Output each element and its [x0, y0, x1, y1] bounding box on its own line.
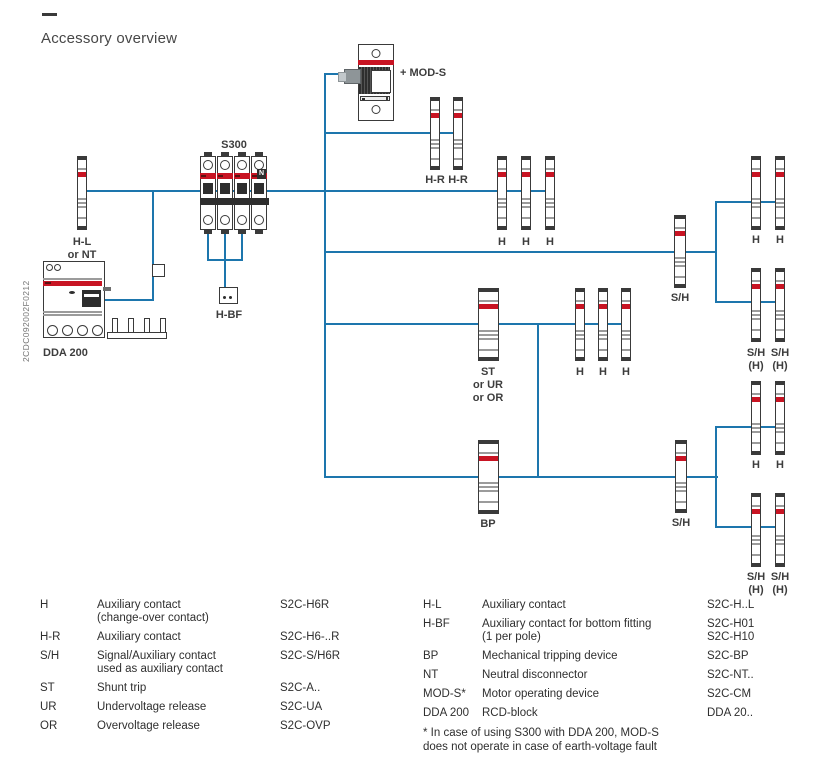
- label-h-lr-1: H: [752, 459, 760, 471]
- device-hl-nt: [77, 156, 87, 230]
- device-h-lr-2: [775, 381, 785, 455]
- device-mods: [358, 44, 394, 121]
- legend-row: [40, 682, 390, 695]
- label-shh-lr-1b: (H): [748, 584, 764, 596]
- device-h-mid-2: [598, 288, 608, 361]
- device-h-top-1: [497, 156, 507, 230]
- legend-row: [423, 650, 807, 663]
- device-h-top-2: [521, 156, 531, 230]
- label-or-or: or OR: [472, 392, 504, 404]
- label-h-lr-2: H: [776, 459, 784, 471]
- device-dda200: [43, 261, 167, 340]
- device-shh-lr-2: [775, 493, 785, 567]
- label-h-mid-2: H: [599, 366, 607, 378]
- label-shh-lr-2b: (H): [772, 584, 788, 596]
- label-h-ur-1: H: [752, 234, 760, 246]
- label-dda200: DDA 200: [43, 347, 88, 359]
- line-hbf-drop: [224, 259, 226, 287]
- legend-desc: Auxiliary contact: [97, 631, 181, 643]
- legend-term: BP: [423, 650, 439, 662]
- label-mods: + MOD-S: [400, 67, 447, 79]
- legend-term: H-L: [423, 599, 442, 611]
- label-shh-ur-1: S/H: [746, 347, 766, 359]
- label-h-ur-2: H: [776, 234, 784, 246]
- label-shh-lr-2: S/H: [770, 571, 790, 583]
- label-hr-2: H-R: [448, 174, 468, 186]
- legend-desc: Neutral disconnector: [482, 669, 588, 681]
- legend-part: S2C-OVP: [280, 720, 331, 732]
- device-shh-ur-2: [775, 268, 785, 342]
- legend-right: [423, 599, 807, 754]
- device-st-ur-or: [478, 288, 499, 361]
- legend-part: S2C-S/H6R: [280, 650, 341, 662]
- legend-footnote: * In case of using S300 with DDA 200, MOD-S does not operate in case of earth-voltage fault: [423, 727, 659, 753]
- legend-row: [423, 618, 807, 644]
- legend-desc: Shunt trip: [97, 682, 147, 694]
- line-s300-drop-3: [241, 234, 243, 261]
- label-hr-1: H-R: [425, 174, 445, 186]
- label-h-top-1: H: [498, 236, 506, 248]
- device-hr-2: [453, 97, 463, 170]
- label-bp: BP: [480, 518, 496, 530]
- line-s300-drop-2: [224, 234, 226, 261]
- label-or-nt: or NT: [67, 249, 97, 261]
- label-sh-upper: S/H: [670, 292, 690, 304]
- line-s300-drop-1: [207, 234, 209, 261]
- legend-row: [40, 720, 390, 733]
- device-hr-1: [430, 97, 440, 170]
- legend-part: S2C-H01 S2C-H10: [707, 618, 755, 643]
- legend-part: S2C-BP: [707, 650, 749, 662]
- s300-pole-3: [234, 156, 250, 230]
- legend-left: [40, 599, 390, 739]
- device-sh-lower: [675, 440, 687, 513]
- label-shh-ur-1b: (H): [748, 360, 764, 372]
- legend-part: S2C-H..L: [707, 599, 755, 611]
- label-h-top-2: H: [522, 236, 530, 248]
- label-shh-ur-2b: (H): [772, 360, 788, 372]
- legend-term: S/H: [40, 650, 60, 662]
- legend-term: OR: [40, 720, 58, 732]
- device-shh-ur-1: [751, 268, 761, 342]
- s300-pole-n: [251, 156, 267, 230]
- legend-term: UR: [40, 701, 57, 713]
- page-title: Accessory overview: [41, 30, 178, 47]
- legend-desc: Signal/Auxiliary contact used as auxiliary contact: [97, 650, 223, 675]
- legend-desc: RCD-block: [482, 707, 538, 719]
- legend-part: S2C-H6-..R: [280, 631, 340, 643]
- label-hbf: H-BF: [215, 309, 243, 321]
- legend-row: [423, 707, 807, 720]
- label-shh-ur-2: S/H: [770, 347, 790, 359]
- legend-term: H: [40, 599, 49, 611]
- legend-term: DDA 200: [423, 707, 470, 719]
- device-hbf: [219, 287, 238, 304]
- legend-desc: Undervoltage release: [97, 701, 207, 713]
- device-h-mid-1: [575, 288, 585, 361]
- label-sh-lower: S/H: [671, 517, 691, 529]
- legend-desc: Auxiliary contact for bottom fitting (1 per pole): [482, 618, 652, 643]
- legend-part: S2C-H6R: [280, 599, 330, 611]
- legend-part: S2C-CM: [707, 688, 752, 700]
- device-shh-lr-1: [751, 493, 761, 567]
- device-h-top-3: [545, 156, 555, 230]
- device-h-ur-1: [751, 156, 761, 230]
- legend-row: [40, 650, 390, 676]
- legend-term: H-R: [40, 631, 61, 643]
- line-mid-vertical: [537, 323, 539, 478]
- device-sh-upper: [674, 215, 686, 288]
- legend-desc: Auxiliary contact: [482, 599, 566, 611]
- title-dash: [42, 13, 57, 16]
- label-st: ST: [480, 366, 496, 378]
- line-upper-right-vertical: [715, 201, 717, 303]
- line-branch-bottom: [324, 476, 718, 478]
- legend-term: H-BF: [423, 618, 450, 630]
- device-h-lr-1: [751, 381, 761, 455]
- device-h-mid-3: [621, 288, 631, 361]
- legend-desc: Auxiliary contact (change-over contact): [97, 599, 209, 624]
- label-s300: S300: [221, 139, 247, 151]
- legend-row: [423, 688, 807, 701]
- legend-row: [40, 631, 390, 644]
- legend-part: S2C-NT..: [707, 669, 754, 681]
- line-branch-sh-upper: [324, 251, 716, 253]
- label-shh-lr-1: S/H: [746, 571, 766, 583]
- legend-part: DDA 20..: [707, 707, 754, 719]
- s300-pole-2: [217, 156, 233, 230]
- label-h-mid-1: H: [576, 366, 584, 378]
- legend-row: [40, 599, 390, 625]
- device-h-ur-2: [775, 156, 785, 230]
- label-hl: H-L: [72, 236, 92, 248]
- device-s300: [200, 156, 269, 234]
- legend-part: S2C-UA: [280, 701, 323, 713]
- legend-desc: Overvoltage release: [97, 720, 200, 732]
- label-h-top-3: H: [546, 236, 554, 248]
- legend-term: NT: [423, 669, 439, 681]
- n-pole-marker: N: [258, 170, 265, 177]
- s300-link-band: [200, 198, 269, 205]
- legend-term: MOD-S*: [423, 688, 466, 700]
- legend-desc: Mechanical tripping device: [482, 650, 618, 662]
- label-or-ur: or UR: [473, 379, 503, 391]
- legend-term: ST: [40, 682, 55, 694]
- device-bp: [478, 440, 499, 514]
- label-h-mid-3: H: [622, 366, 630, 378]
- line-lower-right-vertical: [715, 426, 717, 528]
- document-code-vertical: 2CDC092002F0212: [21, 280, 31, 362]
- legend-part: S2C-A..: [280, 682, 321, 694]
- legend-row: [423, 599, 807, 612]
- s300-pole-1: [200, 156, 216, 230]
- legend-row: [40, 701, 390, 714]
- legend-row: [423, 669, 807, 682]
- legend-desc: Motor operating device: [482, 688, 599, 700]
